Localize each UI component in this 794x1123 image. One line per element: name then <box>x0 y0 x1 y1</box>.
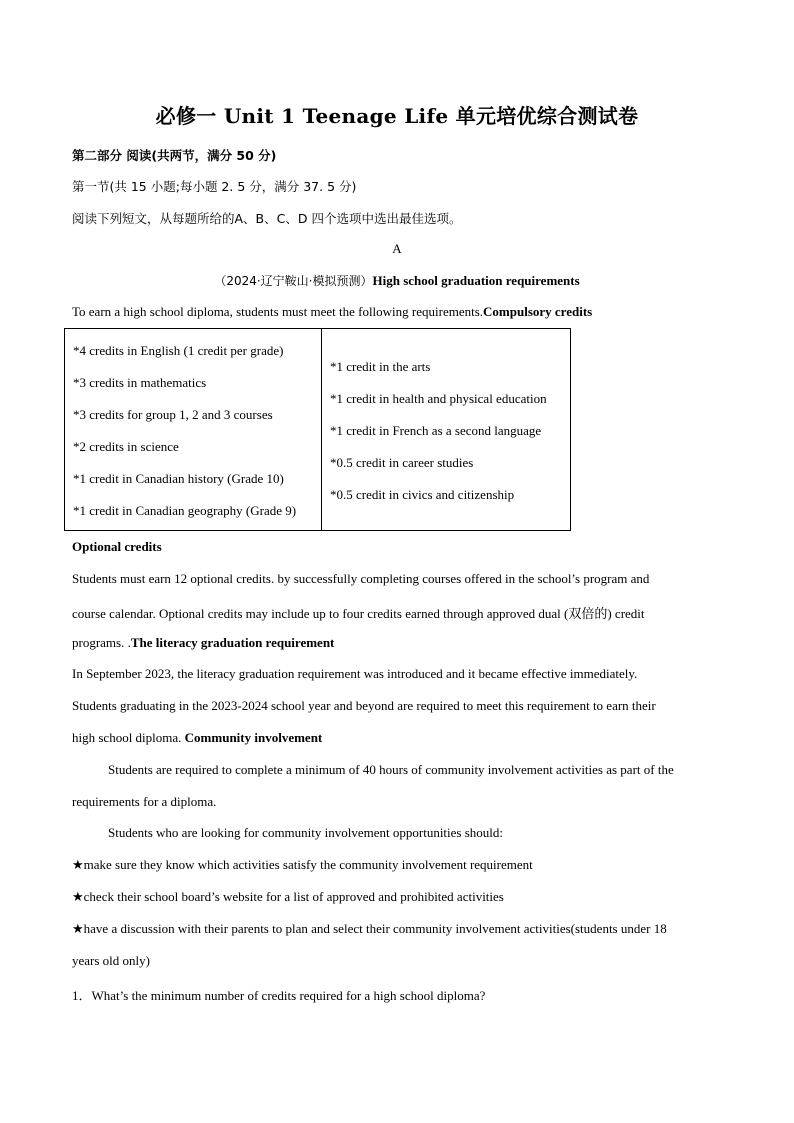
community-line: requirements for a diploma. <box>72 794 217 809</box>
intro-text: To earn a high school diploma, students must meet the following requirements. <box>72 304 484 319</box>
bullet-continuation: years old only) <box>72 953 150 968</box>
instruction-text: 阅读下列短文，从每题所给的A、B、C、D 四个选项中选出最佳选项。 <box>72 211 462 226</box>
literacy-heading: The literacy graduation requirement <box>130 635 335 650</box>
right-item: *1 credit in French as a second language <box>330 423 542 438</box>
requirements-table <box>64 328 571 531</box>
optional-line: programs. . <box>72 635 131 650</box>
compulsory-heading: Compulsory credits <box>483 304 593 319</box>
left-column <box>65 329 322 531</box>
intro-line <box>72 304 592 320</box>
optional-line: course calendar. Optional credits may include up to four credits earned through approved dual (双倍的) credit <box>72 606 645 621</box>
page-title: 必修一 Unit 1 Teenage Life 单元培优综合测试卷 <box>155 104 639 128</box>
left-item: *4 credits in English (1 credit per grade) <box>73 343 284 358</box>
looking-line: Students who are looking for community involvement opportunities should: <box>108 825 504 840</box>
optional-literacy-line <box>72 635 334 651</box>
optional-heading: Optional credits <box>72 539 162 554</box>
literacy-line: In September 2023, the literacy graduation requirement was introduced and it became effective immediately. <box>72 666 638 681</box>
section-header: 第二部分 阅读(共两节，满分 50 分) <box>72 148 277 163</box>
left-item: *3 credits in mathematics <box>73 375 207 390</box>
left-item: *1 credit in Canadian geography (Grade 9) <box>73 503 297 518</box>
optional-line: Students must earn 12 optional credits. by successfully completing courses offered in the school’s program and <box>72 571 650 586</box>
literacy-community-line <box>72 730 322 746</box>
left-item: *3 credits for group 1, 2 and 3 courses <box>73 407 273 422</box>
passage-title-line <box>0 272 794 289</box>
literacy-line: Students graduating in the 2023-2024 school year and beyond are required to meet this requirement to earn their <box>72 698 656 713</box>
source-tag: （2024·辽宁鞍山·模拟预测） <box>214 274 373 288</box>
subsection-header: 第一节(共 15 小题;每小题 2. 5 分，满分 37. 5 分) <box>72 179 357 194</box>
community-heading: Community involvement <box>184 730 323 745</box>
left-item: *2 credits in science <box>73 439 179 454</box>
right-item: *0.5 credit in career studies <box>330 455 474 470</box>
left-item: *1 credit in Canadian history (Grade 10) <box>73 471 284 486</box>
bullet-item: ★make sure they know which activities satisfy the community involvement requirement <box>72 857 533 872</box>
passage-title: High school graduation requirements <box>372 273 580 288</box>
right-item: *0.5 credit in civics and citizenship <box>330 487 515 502</box>
literacy-line: high school diploma. <box>72 730 185 745</box>
question-1: 1．What’s the minimum number of credits required for a high school diploma? <box>72 988 486 1003</box>
right-item: *1 credit in the arts <box>330 359 431 374</box>
right-item: *1 credit in health and physical education <box>330 391 547 406</box>
bullet-item: ★have a discussion with their parents to plan and select their community involvement activities(students under 18 <box>72 921 667 936</box>
bullet-item: ★check their school board’s website for a list of approved and prohibited activities <box>72 889 504 904</box>
right-column <box>322 329 571 531</box>
passage-letter: A <box>392 241 402 256</box>
community-line: Students are required to complete a minimum of 40 hours of community involvement activities as part of the <box>108 762 674 777</box>
